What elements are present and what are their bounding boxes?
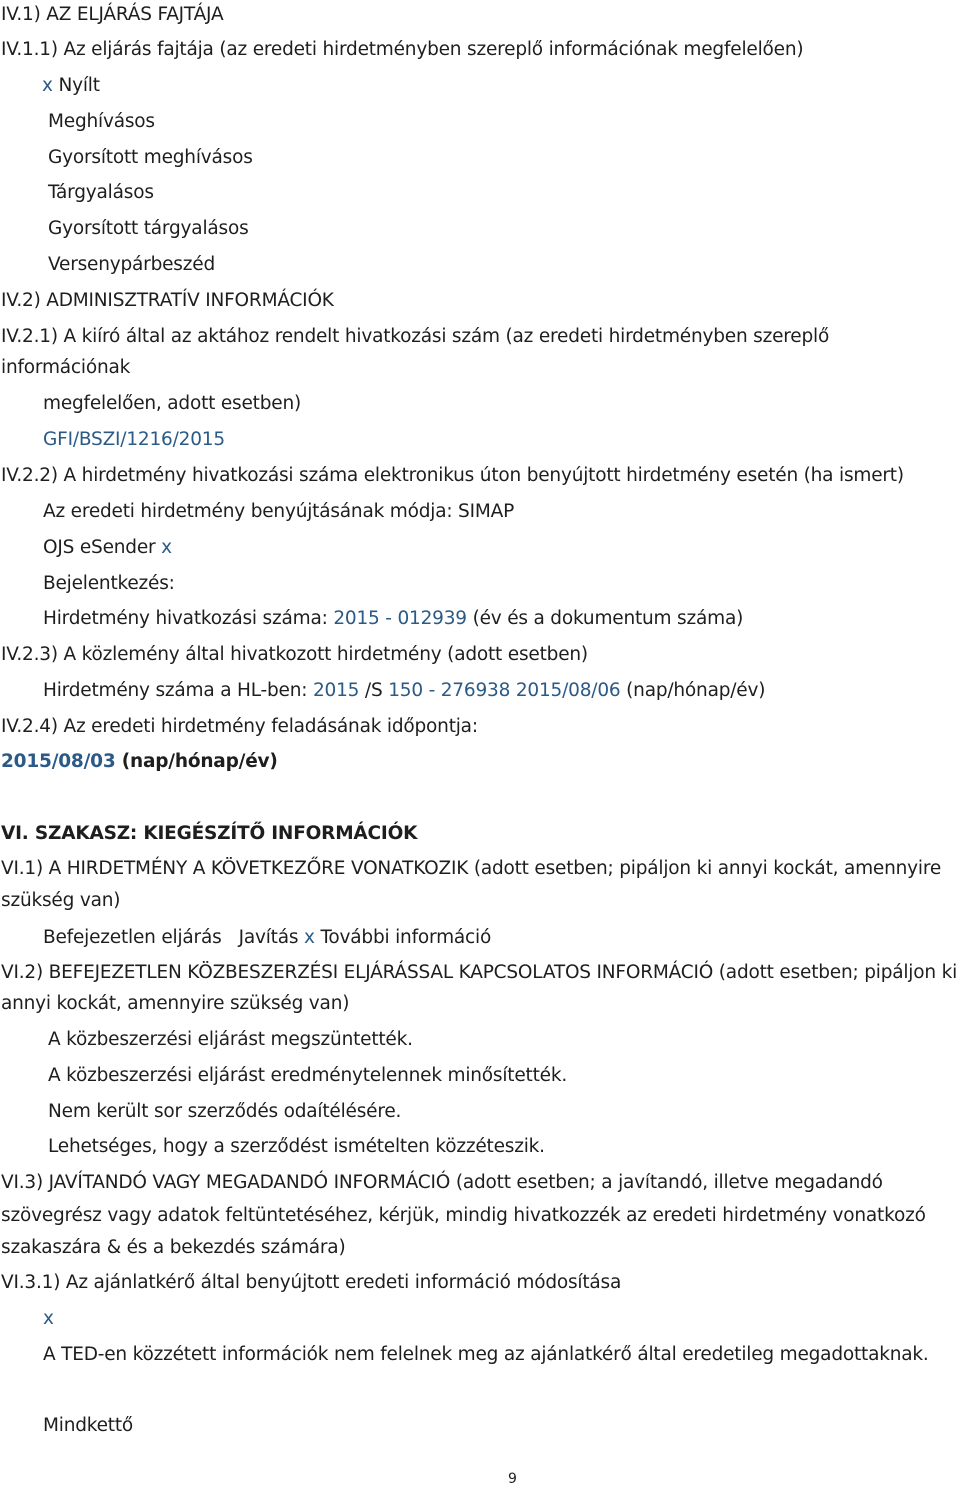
vi3-title-cont: szövegrész vagy adatok feltüntetéséhez, kérjük, mindig hivatkozzék az eredeti hirdetmény vonatkozó <box>1 1205 926 1226</box>
option-label: Tárgyalásos <box>48 182 154 203</box>
check-mark: x <box>304 927 315 948</box>
page-number: 9 <box>508 1471 517 1487</box>
iv22-title: IV.2.2) A hirdetmény hivatkozási száma elektronikus úton benyújtott hirdetmény esetén (ha ismert) <box>1 465 904 486</box>
section-iv2-heading: IV.2) ADMINISZTRATÍV INFORMÁCIÓK <box>1 290 334 311</box>
vi2-option: Nem került sor szerződés odaítélésére. <box>48 1101 402 1122</box>
dispatch-date-suffix: (nap/hónap/év) <box>121 751 278 772</box>
iv21-title: IV.2.1) A kiíró által az aktához rendelt hivatkozási szám (az eredeti hirdetményben szereplő <box>1 326 830 347</box>
vi1-title-cont: szükség van) <box>1 890 121 911</box>
check-mark: x <box>42 75 53 96</box>
check-mark: x <box>161 537 172 558</box>
hl-year: 2015 <box>312 680 360 701</box>
vi2-option: Lehetséges, hogy a szerződést ismételten közzéteszik. <box>48 1136 545 1157</box>
submission-method: Az eredeti hirdetmény benyújtásának módja: SIMAP <box>43 501 515 522</box>
notice-ref-value: 2015 - 012939 <box>333 608 467 629</box>
option-label: Gyorsított meghívásos <box>48 147 253 168</box>
ojs-label: OJS eSender <box>43 537 156 558</box>
hl-label: Hirdetmény száma a HL-ben: <box>43 680 308 701</box>
vi1-title: VI.1) A HIRDETMÉNY A KÖVETKEZŐRE VONATKOZIK (adott esetben; pipáljon ki annyi kockát, amennyire <box>1 858 942 879</box>
option-label: Nyílt <box>58 75 100 96</box>
vi1-option-label: További információ <box>320 927 492 948</box>
option-label: Meghívásos <box>48 111 155 132</box>
ojs-esender <box>43 537 172 558</box>
vi31-option: A TED-en közzétett információk nem felelnek meg az ajánlatkérő által eredetileg megadottaknak. <box>43 1344 929 1365</box>
notice-ref-label: Hirdetmény hivatkozási száma: <box>43 608 328 629</box>
option-label: Versenypárbeszéd <box>48 254 215 275</box>
dispatch-date-value: 2015/08/03 <box>1 751 116 772</box>
login-label: Bejelentkezés: <box>43 573 175 594</box>
iv21-title-cont: megfelelően, adott esetben) <box>43 393 301 414</box>
iv11-title: IV.1.1) Az eljárás fajtája (az eredeti hirdetményben szereplő információnak megfelelően) <box>1 39 804 60</box>
dispatch-date <box>1 751 278 772</box>
hl-separator: /S <box>364 680 383 701</box>
vi31-title: VI.3.1) Az ajánlatkérő által benyújtott eredeti információ módosítása <box>1 1272 622 1293</box>
hl-notice-number <box>43 680 765 701</box>
hl-suffix: (nap/hónap/év) <box>626 680 766 701</box>
vi3-title-cont: szakaszára & és a bekezdés számára) <box>1 1237 346 1258</box>
reference-number: GFI/BSZI/1216/2015 <box>43 429 225 450</box>
check-mark: x <box>43 1308 54 1329</box>
vi2-option: A közbeszerzési eljárást eredménytelennek minősítették. <box>48 1065 568 1086</box>
section-vi-heading: VI. SZAKASZ: KIEGÉSZÍTŐ INFORMÁCIÓK <box>1 823 418 844</box>
vi1-option-label: Javítás <box>238 927 299 948</box>
vi3-title: VI.3) JAVÍTANDÓ VAGY MEGADANDÓ INFORMÁCIÓ (adott esetben; a javítandó, illetve megadandó <box>1 1172 883 1193</box>
vi2-title-cont: annyi kockát, amennyire szükség van) <box>1 993 350 1014</box>
iv23-title: IV.2.3) A közlemény által hivatkozott hirdetmény (adott esetben) <box>1 644 588 665</box>
iv24-title: IV.2.4) Az eredeti hirdetmény feladásának időpontja: <box>1 716 478 737</box>
notice-reference <box>43 608 743 629</box>
vi1-option-label: Befejezetlen eljárás <box>43 927 222 948</box>
hl-value: 150 - 276938 2015/08/06 <box>388 680 621 701</box>
vi2-title: VI.2) BEFEJEZETLEN KÖZBESZERZÉSI ELJÁRÁSSAL KAPCSOLATOS INFORMÁCIÓ (adott esetben; pipáljon ki <box>1 962 958 983</box>
option-open <box>42 75 100 96</box>
iv21-title-cont: információnak <box>1 357 131 378</box>
section-iv1-heading: IV.1) AZ ELJÁRÁS FAJTÁJA <box>1 4 224 25</box>
vi31-option-both: Mindkettő <box>43 1415 134 1436</box>
vi2-option: A közbeszerzési eljárást megszüntették. <box>48 1029 413 1050</box>
notice-ref-suffix: (év és a dokumentum száma) <box>472 608 744 629</box>
vi1-options <box>43 927 491 948</box>
option-label: Gyorsított tárgyalásos <box>48 218 249 239</box>
